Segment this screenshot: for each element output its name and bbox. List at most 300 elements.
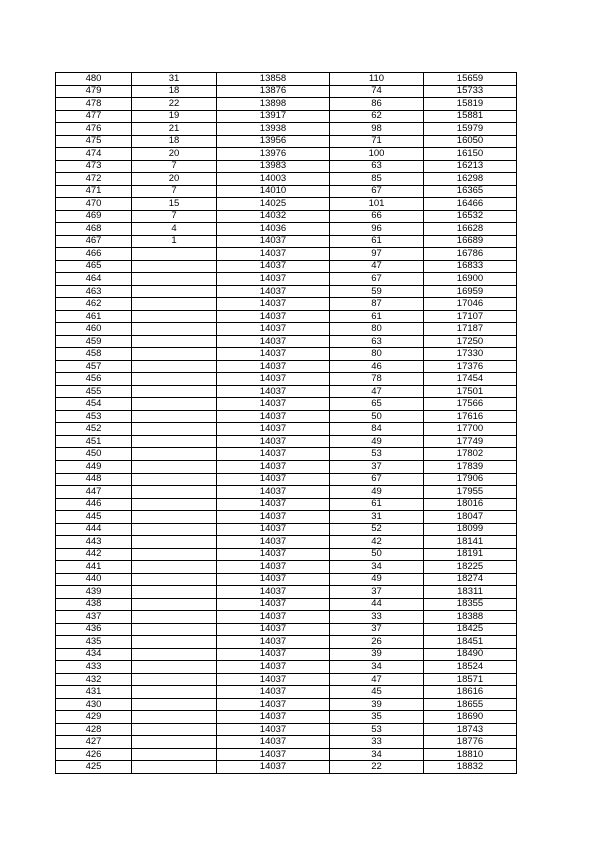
cumulative-count-cell: 14003 (217, 173, 330, 186)
total-cumulative-cell: 17107 (424, 310, 517, 323)
total-cumulative-cell: 18524 (424, 661, 517, 674)
score-cell: 449 (56, 460, 132, 473)
count-cell (132, 486, 217, 499)
total-count-cell: 33 (330, 736, 424, 749)
cumulative-count-cell: 14037 (217, 373, 330, 386)
total-cumulative-cell: 16900 (424, 273, 517, 286)
total-cumulative-cell: 18047 (424, 511, 517, 524)
score-cell: 460 (56, 323, 132, 336)
cumulative-count-cell: 14037 (217, 511, 330, 524)
score-cell: 440 (56, 573, 132, 586)
cumulative-count-cell: 14036 (217, 223, 330, 236)
total-cumulative-cell: 18191 (424, 548, 517, 561)
total-cumulative-cell: 17250 (424, 335, 517, 348)
total-count-cell: 59 (330, 285, 424, 298)
cumulative-count-cell: 14037 (217, 548, 330, 561)
score-cell: 455 (56, 385, 132, 398)
total-count-cell: 35 (330, 711, 424, 724)
total-cumulative-cell: 18451 (424, 636, 517, 649)
table-row (56, 623, 517, 636)
total-count-cell: 86 (330, 98, 424, 111)
score-cell: 478 (56, 98, 132, 111)
total-count-cell: 45 (330, 686, 424, 699)
table-row (56, 373, 517, 386)
table-row (56, 273, 517, 286)
score-cell: 461 (56, 310, 132, 323)
total-count-cell: 61 (330, 498, 424, 511)
total-cumulative-cell: 16833 (424, 260, 517, 273)
score-cell: 447 (56, 486, 132, 499)
table-row (56, 435, 517, 448)
cumulative-count-cell: 14037 (217, 298, 330, 311)
score-cell: 433 (56, 661, 132, 674)
cumulative-count-cell: 14037 (217, 748, 330, 761)
total-count-cell: 22 (330, 761, 424, 774)
total-cumulative-cell: 16150 (424, 148, 517, 161)
total-cumulative-cell: 18225 (424, 561, 517, 574)
table-row (56, 298, 517, 311)
total-count-cell: 101 (330, 198, 424, 211)
table-row (56, 661, 517, 674)
total-cumulative-cell: 18141 (424, 536, 517, 549)
total-count-cell: 67 (330, 273, 424, 286)
total-count-cell: 100 (330, 148, 424, 161)
count-cell (132, 348, 217, 361)
count-cell: 20 (132, 173, 217, 186)
count-cell (132, 623, 217, 636)
cumulative-count-cell: 13956 (217, 135, 330, 148)
cumulative-count-cell: 14032 (217, 210, 330, 223)
total-cumulative-cell: 17330 (424, 348, 517, 361)
total-count-cell: 74 (330, 85, 424, 98)
count-cell (132, 598, 217, 611)
score-cell: 463 (56, 285, 132, 298)
score-cell: 472 (56, 173, 132, 186)
cumulative-count-cell: 14037 (217, 310, 330, 323)
total-cumulative-cell: 17700 (424, 423, 517, 436)
count-cell: 7 (132, 210, 217, 223)
total-count-cell: 37 (330, 623, 424, 636)
total-count-cell: 52 (330, 523, 424, 536)
table-row (56, 736, 517, 749)
total-count-cell: 33 (330, 611, 424, 624)
score-cell: 427 (56, 736, 132, 749)
cumulative-count-cell: 14037 (217, 611, 330, 624)
total-cumulative-cell: 17501 (424, 385, 517, 398)
total-count-cell: 50 (330, 410, 424, 423)
cumulative-count-cell: 14037 (217, 536, 330, 549)
total-count-cell: 85 (330, 173, 424, 186)
total-cumulative-cell: 18743 (424, 723, 517, 736)
score-cell: 464 (56, 273, 132, 286)
total-count-cell: 63 (330, 160, 424, 173)
cumulative-count-cell: 14037 (217, 736, 330, 749)
total-cumulative-cell: 16298 (424, 173, 517, 186)
score-cell: 431 (56, 686, 132, 699)
total-cumulative-cell: 18016 (424, 498, 517, 511)
total-count-cell: 67 (330, 185, 424, 198)
total-cumulative-cell: 18355 (424, 598, 517, 611)
score-cell: 477 (56, 110, 132, 123)
cumulative-count-cell: 14037 (217, 473, 330, 486)
total-count-cell: 62 (330, 110, 424, 123)
table-row (56, 611, 517, 624)
total-count-cell: 44 (330, 598, 424, 611)
count-cell (132, 673, 217, 686)
score-cell: 479 (56, 85, 132, 98)
total-count-cell: 49 (330, 573, 424, 586)
count-cell (132, 273, 217, 286)
score-cell: 468 (56, 223, 132, 236)
cumulative-count-cell: 14037 (217, 698, 330, 711)
score-cell: 448 (56, 473, 132, 486)
cumulative-count-cell: 14037 (217, 460, 330, 473)
total-count-cell: 47 (330, 260, 424, 273)
table-row (56, 385, 517, 398)
total-cumulative-cell: 15979 (424, 123, 517, 136)
table-row (56, 123, 517, 136)
cumulative-count-cell: 14037 (217, 285, 330, 298)
cumulative-count-cell: 14037 (217, 385, 330, 398)
score-cell: 445 (56, 511, 132, 524)
cumulative-count-cell: 14037 (217, 661, 330, 674)
table-row (56, 673, 517, 686)
count-cell (132, 536, 217, 549)
score-cell: 442 (56, 548, 132, 561)
cumulative-count-cell: 14037 (217, 360, 330, 373)
table-row (56, 448, 517, 461)
total-count-cell: 49 (330, 486, 424, 499)
cumulative-count-cell: 14037 (217, 523, 330, 536)
table-row (56, 135, 517, 148)
count-cell (132, 636, 217, 649)
total-count-cell: 39 (330, 698, 424, 711)
count-cell (132, 460, 217, 473)
score-cell: 456 (56, 373, 132, 386)
score-cell: 469 (56, 210, 132, 223)
table-row (56, 636, 517, 649)
score-cell: 450 (56, 448, 132, 461)
total-cumulative-cell: 18810 (424, 748, 517, 761)
score-cell: 474 (56, 148, 132, 161)
total-cumulative-cell: 18616 (424, 686, 517, 699)
count-cell (132, 748, 217, 761)
total-count-cell: 34 (330, 561, 424, 574)
score-cell: 470 (56, 198, 132, 211)
table-row (56, 335, 517, 348)
score-cell: 436 (56, 623, 132, 636)
total-count-cell: 78 (330, 373, 424, 386)
table-row (56, 73, 517, 86)
table-row (56, 698, 517, 711)
total-cumulative-cell: 16213 (424, 160, 517, 173)
score-cell: 454 (56, 398, 132, 411)
total-cumulative-cell: 15881 (424, 110, 517, 123)
cumulative-count-cell: 13858 (217, 73, 330, 86)
cumulative-count-cell: 14037 (217, 648, 330, 661)
count-cell (132, 498, 217, 511)
count-cell (132, 385, 217, 398)
cumulative-count-cell: 14037 (217, 636, 330, 649)
count-cell (132, 435, 217, 448)
cumulative-count-cell: 14037 (217, 723, 330, 736)
cumulative-count-cell: 14037 (217, 410, 330, 423)
count-cell (132, 473, 217, 486)
count-cell (132, 561, 217, 574)
table-row (56, 473, 517, 486)
total-cumulative-cell: 16050 (424, 135, 517, 148)
cumulative-count-cell: 14037 (217, 248, 330, 261)
table-row (56, 523, 517, 536)
total-count-cell: 46 (330, 360, 424, 373)
cumulative-count-cell: 14037 (217, 335, 330, 348)
cumulative-count-cell: 13983 (217, 160, 330, 173)
total-count-cell: 50 (330, 548, 424, 561)
cumulative-count-cell: 14037 (217, 761, 330, 774)
total-count-cell: 66 (330, 210, 424, 223)
count-cell (132, 398, 217, 411)
cumulative-count-cell: 14037 (217, 498, 330, 511)
total-cumulative-cell: 17616 (424, 410, 517, 423)
total-cumulative-cell: 18490 (424, 648, 517, 661)
total-cumulative-cell: 17187 (424, 323, 517, 336)
score-cell: 426 (56, 748, 132, 761)
table-row (56, 398, 517, 411)
total-count-cell: 61 (330, 310, 424, 323)
count-cell (132, 548, 217, 561)
total-cumulative-cell: 18571 (424, 673, 517, 686)
score-cell: 458 (56, 348, 132, 361)
total-count-cell: 96 (330, 223, 424, 236)
count-cell: 7 (132, 160, 217, 173)
cumulative-count-cell: 14037 (217, 323, 330, 336)
total-count-cell: 42 (330, 536, 424, 549)
total-count-cell: 97 (330, 248, 424, 261)
total-count-cell: 87 (330, 298, 424, 311)
table-row (56, 198, 517, 211)
count-cell: 31 (132, 73, 217, 86)
score-cell: 435 (56, 636, 132, 649)
count-cell (132, 611, 217, 624)
table-row (56, 748, 517, 761)
table-row (56, 310, 517, 323)
count-cell (132, 410, 217, 423)
table-row (56, 723, 517, 736)
count-cell (132, 310, 217, 323)
score-cell: 480 (56, 73, 132, 86)
count-cell (132, 335, 217, 348)
total-count-cell: 80 (330, 323, 424, 336)
count-cell (132, 686, 217, 699)
score-cell: 437 (56, 611, 132, 624)
cumulative-count-cell: 14037 (217, 260, 330, 273)
score-cell: 476 (56, 123, 132, 136)
table-row (56, 110, 517, 123)
score-cell: 459 (56, 335, 132, 348)
total-cumulative-cell: 17955 (424, 486, 517, 499)
cumulative-count-cell: 14037 (217, 235, 330, 248)
score-cell: 475 (56, 135, 132, 148)
cumulative-count-cell: 13938 (217, 123, 330, 136)
total-cumulative-cell: 18099 (424, 523, 517, 536)
cumulative-count-cell: 13976 (217, 148, 330, 161)
total-cumulative-cell: 16532 (424, 210, 517, 223)
cumulative-count-cell: 14037 (217, 561, 330, 574)
score-cell: 438 (56, 598, 132, 611)
table-row (56, 360, 517, 373)
total-cumulative-cell: 15659 (424, 73, 517, 86)
count-cell: 18 (132, 85, 217, 98)
table-row (56, 711, 517, 724)
table-row (56, 761, 517, 774)
total-cumulative-cell: 17454 (424, 373, 517, 386)
table-row (56, 160, 517, 173)
total-cumulative-cell: 16466 (424, 198, 517, 211)
cumulative-count-cell: 14037 (217, 686, 330, 699)
cumulative-count-cell: 14037 (217, 586, 330, 599)
total-count-cell: 61 (330, 235, 424, 248)
table-row (56, 235, 517, 248)
total-cumulative-cell: 18655 (424, 698, 517, 711)
total-cumulative-cell: 16959 (424, 285, 517, 298)
total-cumulative-cell: 16689 (424, 235, 517, 248)
table-row (56, 173, 517, 186)
table-row (56, 548, 517, 561)
table-row (56, 85, 517, 98)
total-cumulative-cell: 17566 (424, 398, 517, 411)
cumulative-count-cell: 14037 (217, 623, 330, 636)
cumulative-count-cell: 13876 (217, 85, 330, 98)
score-cell: 452 (56, 423, 132, 436)
table-body (56, 73, 517, 774)
count-cell: 18 (132, 135, 217, 148)
score-cell: 432 (56, 673, 132, 686)
total-count-cell: 37 (330, 460, 424, 473)
total-count-cell: 67 (330, 473, 424, 486)
cumulative-count-cell: 14037 (217, 448, 330, 461)
count-cell (132, 661, 217, 674)
count-cell (132, 723, 217, 736)
count-cell (132, 360, 217, 373)
total-cumulative-cell: 17802 (424, 448, 517, 461)
count-cell (132, 448, 217, 461)
count-cell (132, 523, 217, 536)
count-cell (132, 573, 217, 586)
cumulative-count-cell: 13917 (217, 110, 330, 123)
table-row (56, 648, 517, 661)
score-cell: 466 (56, 248, 132, 261)
score-cell: 428 (56, 723, 132, 736)
count-cell: 21 (132, 123, 217, 136)
total-cumulative-cell: 16786 (424, 248, 517, 261)
table-row (56, 573, 517, 586)
total-count-cell: 110 (330, 73, 424, 86)
table-row (56, 323, 517, 336)
table-row (56, 210, 517, 223)
table-row (56, 498, 517, 511)
total-count-cell: 53 (330, 448, 424, 461)
table-row (56, 511, 517, 524)
cumulative-count-cell: 14037 (217, 598, 330, 611)
cumulative-count-cell: 14025 (217, 198, 330, 211)
total-count-cell: 37 (330, 586, 424, 599)
score-cell: 444 (56, 523, 132, 536)
table-row (56, 260, 517, 273)
table-row (56, 348, 517, 361)
total-cumulative-cell: 18425 (424, 623, 517, 636)
count-cell (132, 373, 217, 386)
table-row (56, 285, 517, 298)
score-cell: 457 (56, 360, 132, 373)
total-count-cell: 47 (330, 673, 424, 686)
total-count-cell: 98 (330, 123, 424, 136)
score-cell: 430 (56, 698, 132, 711)
cumulative-count-cell: 13898 (217, 98, 330, 111)
count-cell (132, 511, 217, 524)
score-cell: 453 (56, 410, 132, 423)
score-cell: 443 (56, 536, 132, 549)
count-cell (132, 736, 217, 749)
total-count-cell: 53 (330, 723, 424, 736)
total-cumulative-cell: 15819 (424, 98, 517, 111)
cumulative-count-cell: 14037 (217, 486, 330, 499)
cumulative-count-cell: 14037 (217, 398, 330, 411)
total-count-cell: 47 (330, 385, 424, 398)
count-cell: 22 (132, 98, 217, 111)
table-row (56, 486, 517, 499)
cumulative-count-cell: 14037 (217, 423, 330, 436)
total-cumulative-cell: 18274 (424, 573, 517, 586)
total-count-cell: 84 (330, 423, 424, 436)
count-cell: 4 (132, 223, 217, 236)
total-cumulative-cell: 18776 (424, 736, 517, 749)
table-row (56, 598, 517, 611)
count-cell: 15 (132, 198, 217, 211)
table-row (56, 185, 517, 198)
table-row (56, 98, 517, 111)
score-cell: 471 (56, 185, 132, 198)
total-cumulative-cell: 16365 (424, 185, 517, 198)
total-count-cell: 34 (330, 661, 424, 674)
count-cell: 20 (132, 148, 217, 161)
cumulative-count-cell: 14037 (217, 673, 330, 686)
cumulative-count-cell: 14037 (217, 435, 330, 448)
table-row (56, 410, 517, 423)
score-cell: 429 (56, 711, 132, 724)
total-cumulative-cell: 17839 (424, 460, 517, 473)
cumulative-count-cell: 14010 (217, 185, 330, 198)
score-cell: 425 (56, 761, 132, 774)
total-count-cell: 39 (330, 648, 424, 661)
total-count-cell: 34 (330, 748, 424, 761)
count-cell: 1 (132, 235, 217, 248)
total-cumulative-cell: 18690 (424, 711, 517, 724)
total-count-cell: 80 (330, 348, 424, 361)
total-count-cell: 26 (330, 636, 424, 649)
cumulative-count-cell: 14037 (217, 711, 330, 724)
total-cumulative-cell: 18832 (424, 761, 517, 774)
table-row (56, 586, 517, 599)
table-row (56, 561, 517, 574)
count-cell (132, 698, 217, 711)
table-row (56, 423, 517, 436)
total-cumulative-cell: 18388 (424, 611, 517, 624)
count-cell (132, 285, 217, 298)
table-row (56, 223, 517, 236)
count-cell: 7 (132, 185, 217, 198)
table-row (56, 148, 517, 161)
table-row (56, 686, 517, 699)
